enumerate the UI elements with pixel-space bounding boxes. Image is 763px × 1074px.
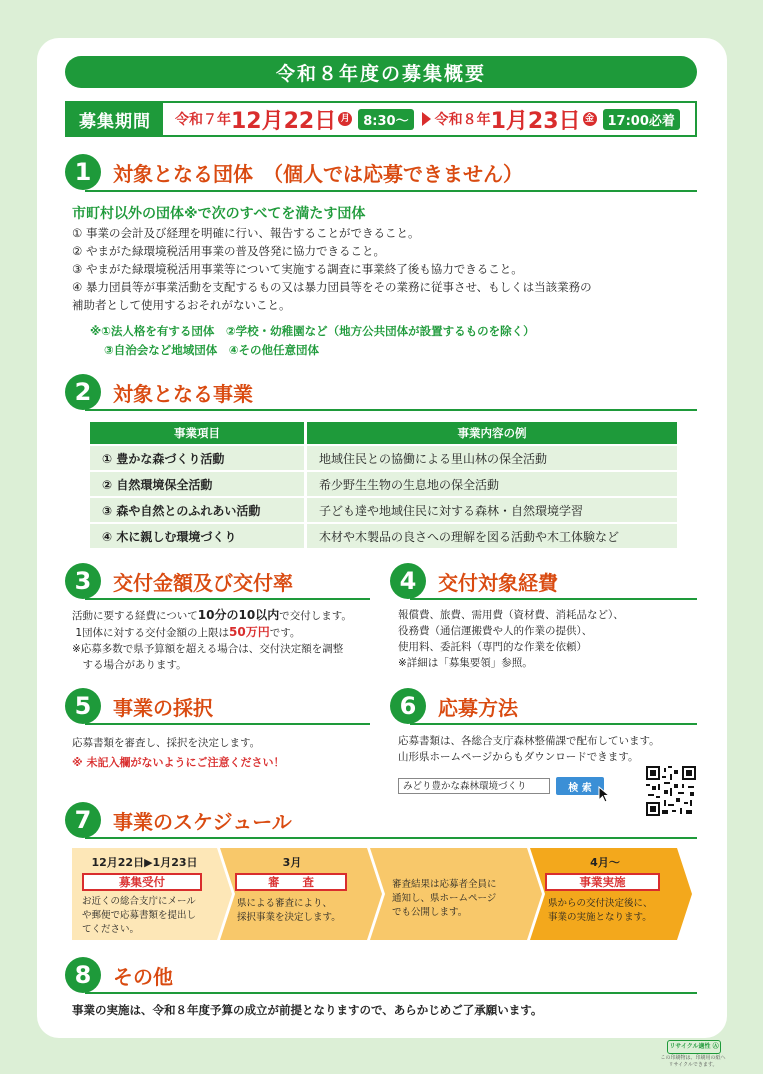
- expense-line: 報償費、旅費、需用費（資材費、消耗品など）、: [398, 609, 624, 621]
- table-cell-item: ③ 森や自然とのふれあい活動: [90, 498, 304, 522]
- project-table: [90, 420, 677, 550]
- section-1-heading: [65, 154, 523, 190]
- period-start-date: 12月22日: [231, 108, 337, 134]
- period-end-date: 1月23日: [490, 108, 581, 134]
- period-text: [175, 105, 684, 133]
- page-title: 令和８年度の募集概要: [65, 56, 697, 88]
- table-cell-item: ④ 木に親しむ環境づくり: [90, 524, 304, 548]
- table-row: [90, 524, 677, 548]
- table-header-content: 事業内容の例: [304, 422, 677, 444]
- schedule-step-4-label: 事業実施: [545, 873, 660, 891]
- section-4-number: 4: [390, 563, 426, 599]
- section-2-number: 2: [65, 374, 101, 410]
- period-start-prefix: 令和７年: [175, 112, 231, 128]
- schedule-step-1-text: [82, 895, 217, 937]
- text: 通知し、県ホームページ: [392, 893, 497, 904]
- note-line: する場合があります。: [72, 659, 187, 671]
- section-4-title: 交付対象経費: [438, 570, 558, 595]
- section-2-title: 対象となる事業: [113, 381, 253, 406]
- period-label: 募集期間: [67, 103, 163, 135]
- search-input[interactable]: みどり豊かな森林環境づくり: [398, 778, 550, 794]
- table-row: [90, 498, 677, 522]
- text: お近くの総合支庁にメール: [82, 896, 196, 907]
- text: 事業の実施となります。: [548, 912, 652, 923]
- condition-item: ① 事業の会計及び経理を明確に行い、報告することができること。: [72, 226, 420, 240]
- section-2-divider: [85, 409, 697, 411]
- table-row: [90, 446, 677, 470]
- section-4-divider: [410, 598, 697, 600]
- condition-item: ③ やまがた緑環境税活用事業等について実施する調査に事業終了後も協力できること。: [72, 262, 523, 276]
- schedule-step-1-label: 募集受付: [82, 873, 202, 891]
- section-8-line: 事業の実施は、令和８年度予算の成立が前提となりますので、あらかじめご了承願います。: [72, 1003, 543, 1017]
- section-7-title: 事業のスケジュール: [113, 809, 292, 834]
- section-1-title: 対象となる団体 （個人では応募できません）: [113, 161, 523, 186]
- search-button[interactable]: 検 索: [556, 777, 604, 795]
- condition-item: ② やまがた緑環境税活用事業の普及啓発に協力できること。: [72, 244, 385, 258]
- grant-rate-line: [72, 607, 372, 624]
- section-8-title: その他: [113, 964, 173, 989]
- schedule-step-1-period: 12月22日▶1月23日: [91, 856, 198, 869]
- text: 活動に要する経費について: [72, 610, 198, 622]
- table-cell-desc: 地域住民との協働による里山林の保全活動: [304, 446, 677, 470]
- period-start-day: 月: [338, 112, 352, 126]
- table-cell-item: ① 豊かな森づくり活動: [90, 446, 304, 470]
- section-8-divider: [85, 992, 697, 994]
- schedule-step-3-text: [392, 878, 522, 920]
- section-1-conditions: [72, 224, 702, 314]
- section-7-number: 7: [65, 802, 101, 838]
- text: 採択事業を決定します。: [237, 912, 341, 923]
- text: リサイクルできます。: [668, 1062, 718, 1068]
- recycle-mark: リサイクル適性 Ⓐ: [667, 1040, 721, 1054]
- schedule-step-2-text: [237, 897, 362, 925]
- expense-line: 役務費（通信運搬費や人的作業の提供）、: [398, 625, 593, 637]
- section-6-heading: [390, 688, 518, 724]
- table-cell-desc: 希少野生生物の生息地の保全活動: [304, 472, 677, 496]
- section-7-divider: [85, 837, 697, 839]
- expense-line: ※詳細は「募集要領」参照。: [398, 657, 533, 669]
- text: てください。: [82, 924, 140, 935]
- text: でも公開します。: [392, 907, 468, 918]
- section-5-heading: [65, 688, 213, 724]
- recycle-note: [660, 1055, 726, 1069]
- expense-line: 使用料、委託料（専門的な作業を依頼）: [398, 641, 587, 653]
- table-cell-desc: 木材や木製品の良さへの理解を図る活動や木工体験など: [304, 524, 677, 548]
- recruitment-period: [65, 101, 697, 137]
- section-5-number: 5: [65, 688, 101, 724]
- section-6-line-1: 応募書類は、各総合支庁森林整備課で配布しています。: [398, 735, 660, 747]
- section-3-divider: [85, 598, 370, 600]
- section-1-note-1: ※①法人格を有する団体 ②学校・幼稚園など（地方公共団体が設置するものを除く）: [90, 324, 535, 338]
- section-1-note-2: ③自治会など地域団体 ④その他任意団体: [104, 343, 319, 357]
- grant-limit-line: [72, 624, 372, 641]
- table-row: [90, 472, 677, 496]
- section-3-heading: [65, 563, 293, 599]
- text: 1団体に対する交付金額の上限は: [75, 627, 230, 639]
- cursor-arrow-icon: [598, 786, 614, 804]
- schedule-step-2-label: 審 査: [235, 873, 347, 891]
- note-line: ※応募多数で県予算額を超える場合は、交付決定額を調整: [72, 643, 344, 655]
- section-5-title: 事業の採択: [113, 695, 213, 720]
- section-5-divider: [85, 723, 370, 725]
- period-end-day: 金: [583, 112, 597, 126]
- section-7-heading: [65, 802, 292, 838]
- condition-item: ④ 暴力団員等が事業活動を支配するもの又は暴力団員等をその業務に従事させ、もしくは当該業務の: [72, 280, 592, 294]
- section-5-line: 応募書類を審査し、採択を決定します。: [72, 737, 261, 749]
- table-cell-item: ② 自然環境保全活動: [90, 472, 304, 496]
- section-4-heading: [390, 563, 558, 599]
- text: この印刷物は、印刷用の紙へ: [660, 1055, 726, 1061]
- section-1-subtitle: 市町村以外の団体※で次のすべてを満たす団体: [72, 206, 366, 222]
- section-8-number: 8: [65, 957, 101, 993]
- section-5-warning: ※ 未記入欄がないようにご注意ください！: [72, 756, 285, 769]
- section-6-title: 応募方法: [438, 695, 518, 720]
- schedule-step-4-period: 4月〜: [590, 856, 620, 869]
- text: で交付します。: [279, 610, 352, 622]
- text: 県からの交付決定後に、: [548, 898, 653, 909]
- condition-item: 補助者として使用するおそれがないこと。: [72, 298, 291, 312]
- section-1-number: 1: [65, 154, 101, 190]
- grant-rate: 10分の10以内: [197, 608, 280, 622]
- text: 審査結果は応募者全員に: [392, 879, 497, 890]
- section-6-number: 6: [390, 688, 426, 724]
- section-2-heading: [65, 374, 253, 410]
- period-end-prefix: 令和８年: [434, 112, 491, 128]
- schedule-step-4-text: [548, 897, 678, 925]
- section-8-heading: [65, 957, 173, 993]
- period-start-time: 8:30〜: [358, 109, 413, 130]
- schedule-step-2-period: 3月: [282, 856, 302, 869]
- section-6-line-2: 山形県ホームページからもダウンロードできます。: [398, 751, 639, 763]
- section-1-divider: [85, 190, 697, 192]
- grant-limit: 50万円: [229, 625, 270, 639]
- text: です。: [269, 627, 301, 639]
- section-3-body: [72, 607, 372, 673]
- table-cell-desc: 子ども達や地域住民に対する森林・自然環境学習: [304, 498, 677, 522]
- section-6-divider: [410, 723, 697, 725]
- arrow-right-icon: [422, 112, 431, 126]
- text: 県による審査により、: [237, 898, 333, 909]
- table-header-item: 事業項目: [90, 422, 304, 444]
- qr-code-icon: [646, 766, 696, 816]
- text: や郵便で応募書類を提出し: [82, 910, 197, 921]
- period-end-time: 17:00必着: [603, 109, 680, 130]
- section-3-number: 3: [65, 563, 101, 599]
- section-4-body: [398, 607, 698, 671]
- section-3-title: 交付金額及び交付率: [113, 570, 293, 595]
